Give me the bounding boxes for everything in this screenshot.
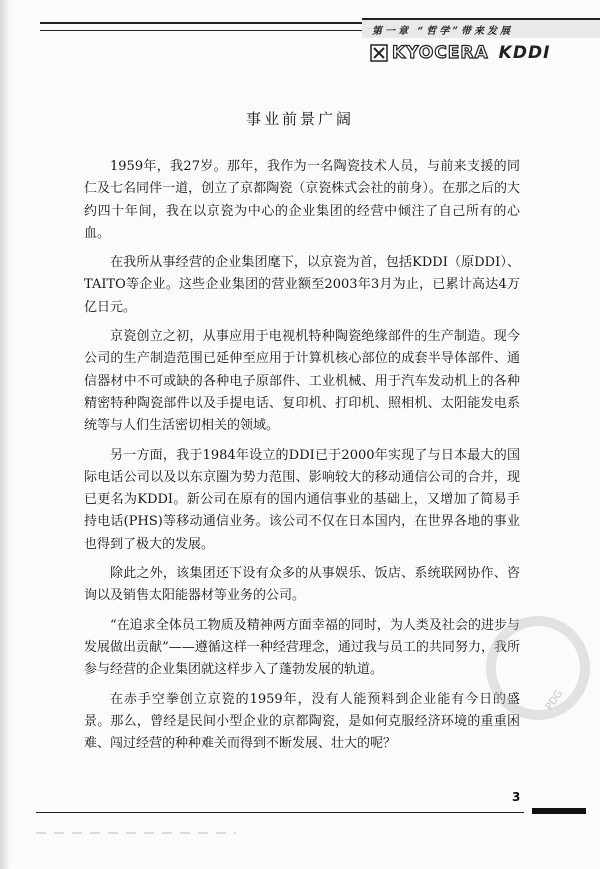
scan-smudge [36, 832, 236, 834]
paragraph: 除此之外，该集团还下设有众多的从事娱乐、饭店、系统联网协作、咨询以及销售太阳能器材等业务的公司。 [84, 566, 520, 604]
company-logos [370, 42, 600, 64]
body-text [84, 156, 520, 762]
footer-rule [36, 812, 524, 813]
kddi-logo-text: KDDI [498, 43, 551, 63]
paragraph: 在我所从事经营的企业集团麾下，以京瓷为首，包括KDDI（原DDI）、TAITO等企业。这些企业集团的营业额至2003年3月为止，已累计高达4万亿日元。 [84, 255, 520, 315]
paragraph: 另一方面，我于1984年设立的DDI已于2000年实现了与日本最大的国际电话公司以及以东京圈为势力范围、影响较大的移动通信公司的合并，现已更名为KDDI。新公司在原有的国内通信事业的基础上，又增加了简易手持电话(PHS)等移动通信业务。该公司不仅在日本国内，在世界各地的事业也得到了极大的发展。 [84, 447, 520, 552]
page-number: 3 [512, 790, 521, 804]
header-band [362, 0, 600, 68]
footer-bar [532, 808, 586, 814]
chapter-box [362, 18, 600, 38]
kyocera-logo-icon [370, 44, 388, 62]
scan-gutter-shadow [0, 0, 10, 869]
page-header [0, 0, 600, 70]
header-rule-bottom [40, 30, 362, 31]
kyocera-logo-text: KYOCERA [392, 43, 489, 63]
paragraph: 在赤手空拳创立京瓷的1959年，没有人能预料到企业能有今日的盛景。那么，曾经是民间小型企业的京都陶瓷，是如何克服经济环境的重重困难、闯过经营的种种难关而得到不断发展、壮大的呢？ [84, 691, 520, 752]
header-rule-top [40, 22, 362, 24]
chapter-title: 第一章 “哲学”带来发展 [372, 26, 513, 37]
section-title: 事业前景广阔 [245, 110, 354, 128]
paragraph: “在追求全体员工物质及精神两方面幸福的同时，为人类及社会的进步与发展做出贡献”——遵循这样一种经营理念，通过我与员工的共同努力，我所参与经营的企业集团就这样步入了蓬勃发展的轨道。 [84, 617, 520, 678]
paragraph: 京瓷创立之初，从事应用于电视机特种陶瓷绝缘部件的生产制造。现今公司的生产制造范围已延伸至应用于计算机核心部位的成套半导体部件、通信器材中不可或缺的各种电子原部件、工业机械、用于汽车发动机上的各种精密特种陶瓷部件以及手提电话、复印机、打印机、照相机、太阳能发电系统等与人们生活密切相关的领域。 [84, 329, 520, 434]
paragraph: 1959年，我27岁。那年，我作为一名陶瓷技术人员，与前来支援的同仁及七名同伴一道，创立了京都陶瓷（京瓷株式会社的前身）。在那之后的大约四十年间，我在以京瓷为中心的企业集团的经营中倾注了自己所有的心血。 [84, 159, 520, 241]
watermark-text: PDG [544, 688, 566, 713]
